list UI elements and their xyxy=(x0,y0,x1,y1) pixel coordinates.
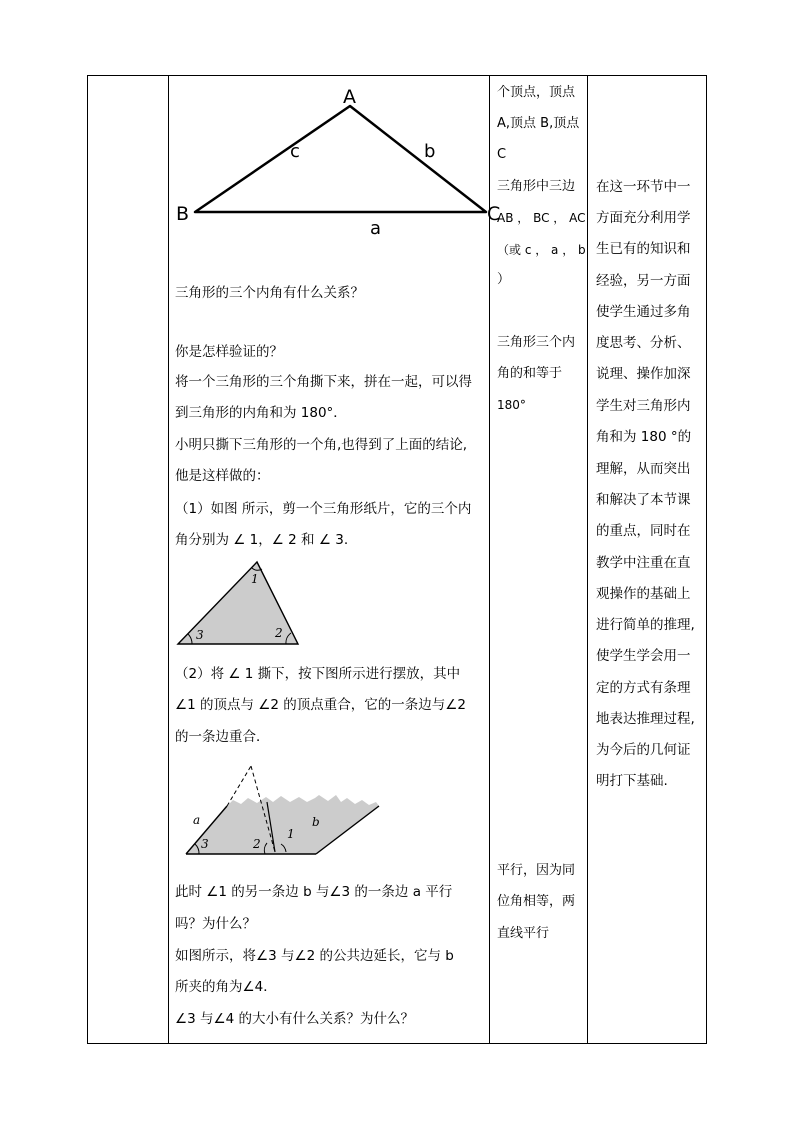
intent-line: 学生对三角形内 xyxy=(596,398,691,414)
question-angle-relation: 三角形的三个内角有什么关系？ xyxy=(175,285,364,301)
vertex-b-label: B xyxy=(176,203,190,225)
step-one-line: （1）如图 所示，剪一个三角形纸片，它的三个内 xyxy=(175,501,472,517)
intent-line: 明打下基础. xyxy=(596,773,668,789)
angle-2-label: 2 xyxy=(275,626,283,640)
intent-line: 生已有的知识和 xyxy=(596,241,691,257)
teaching-content-column xyxy=(169,76,501,1043)
student-activity-column xyxy=(490,76,587,1043)
answer-line: 角的和等于 xyxy=(497,366,563,381)
paragraph-line: 他是这样做的： xyxy=(175,468,270,484)
intent-line: 使学生通过多角 xyxy=(596,304,691,320)
intent-line: 为今后的几何证 xyxy=(596,742,691,758)
paragraph-line: 到三角形的内角和为 180°． xyxy=(175,405,347,421)
question-verify: 你是怎样验证的？ xyxy=(175,344,283,360)
intent-line: 理解，从而突出 xyxy=(596,461,691,477)
step-two-line: 的一条边重合． xyxy=(175,729,270,745)
side-c-label: c xyxy=(290,141,300,162)
paper-triangle-figure xyxy=(169,556,489,646)
torn-angle-figure xyxy=(169,764,489,864)
paragraph-line: 小明只撕下三角形的一个角,也得到了上面的结论, xyxy=(175,437,468,453)
intent-line: 使学生学会用一 xyxy=(596,648,691,664)
side-a-label: a xyxy=(193,813,201,827)
angle-3-label: 3 xyxy=(196,628,204,642)
angle-2-label: 2 xyxy=(253,837,261,851)
extend-instruction: 如图所示，将∠3 与∠2 的公共边延长，它与 b xyxy=(175,948,454,964)
answer-line: 直线平行 xyxy=(497,926,550,941)
side-a-label: a xyxy=(370,218,382,239)
intent-line: 度思考、分析、 xyxy=(596,335,691,351)
answer-line: AB ， BC ， AC xyxy=(497,211,586,225)
triangle-abc-figure xyxy=(169,76,501,246)
intent-line: 教学中注重在直 xyxy=(596,555,691,571)
question-parallel: 此时 ∠1 的另一条边 b 与∠3 的一条边 a 平行 xyxy=(175,884,453,900)
answer-line: 180° xyxy=(497,398,526,412)
intent-line: 进行简单的推理, xyxy=(596,617,695,633)
vertex-a-label: A xyxy=(343,86,356,108)
answer-line: 平行，因为同 xyxy=(497,863,576,878)
side-b-label: b xyxy=(424,141,436,162)
paragraph-line: 将一个三角形的三个角撕下来，拼在一起，可以得 xyxy=(175,374,472,390)
angle-1-label: 1 xyxy=(251,572,259,586)
answer-line: A,顶点 B,顶点 xyxy=(497,116,580,131)
intent-line: 方面充分利用学 xyxy=(596,210,691,226)
answer-line: （或 c ， a ， b xyxy=(497,243,586,257)
answer-line: 三角形中三边 xyxy=(497,179,576,194)
answer-line: 三角形三个内 xyxy=(497,335,576,350)
intent-line: 角和为 180 °的 xyxy=(596,429,692,445)
intent-line: 说理、操作加深 xyxy=(596,366,691,382)
extend-instruction: 所夹的角为∠4． xyxy=(175,979,277,995)
angle-3-label: 3 xyxy=(201,837,209,851)
angle-1-label: 1 xyxy=(287,827,295,841)
intent-line: 在这一环节中一 xyxy=(596,179,691,195)
answer-line: C xyxy=(497,147,507,162)
step-two-line: （2）将 ∠ 1 撕下，按下图所示进行摆放，其中 xyxy=(175,666,461,682)
question-parallel: 吗？为什么？ xyxy=(175,916,256,932)
intent-line: 地表达推理过程, xyxy=(596,711,695,727)
intent-line: 经验，另一方面 xyxy=(596,273,691,289)
intent-line: 定的方式有条理 xyxy=(596,680,691,696)
question-angle-3-4: ∠3 与∠4 的大小有什么关系？为什么？ xyxy=(175,1011,414,1027)
answer-line: 个顶点，顶点 xyxy=(497,85,576,100)
intent-line: 的重点，同时在 xyxy=(596,523,691,539)
lesson-table xyxy=(87,75,707,1044)
step-one-line: 角分别为 ∠ 1，∠ 2 和 ∠ 3. xyxy=(175,532,349,548)
intent-line: 观操作的基础上 xyxy=(596,586,691,602)
answer-line: ） xyxy=(497,272,511,287)
answer-line: 位角相等，两 xyxy=(497,894,576,909)
step-two-line: ∠1 的顶点与 ∠2 的顶点重合，它的一条边与∠2 xyxy=(175,697,466,713)
vertex-c-label: C xyxy=(487,203,501,225)
design-intent-column xyxy=(588,76,706,1043)
intent-line: 和解决了本节课 xyxy=(596,492,691,508)
side-b-label: b xyxy=(312,815,320,829)
